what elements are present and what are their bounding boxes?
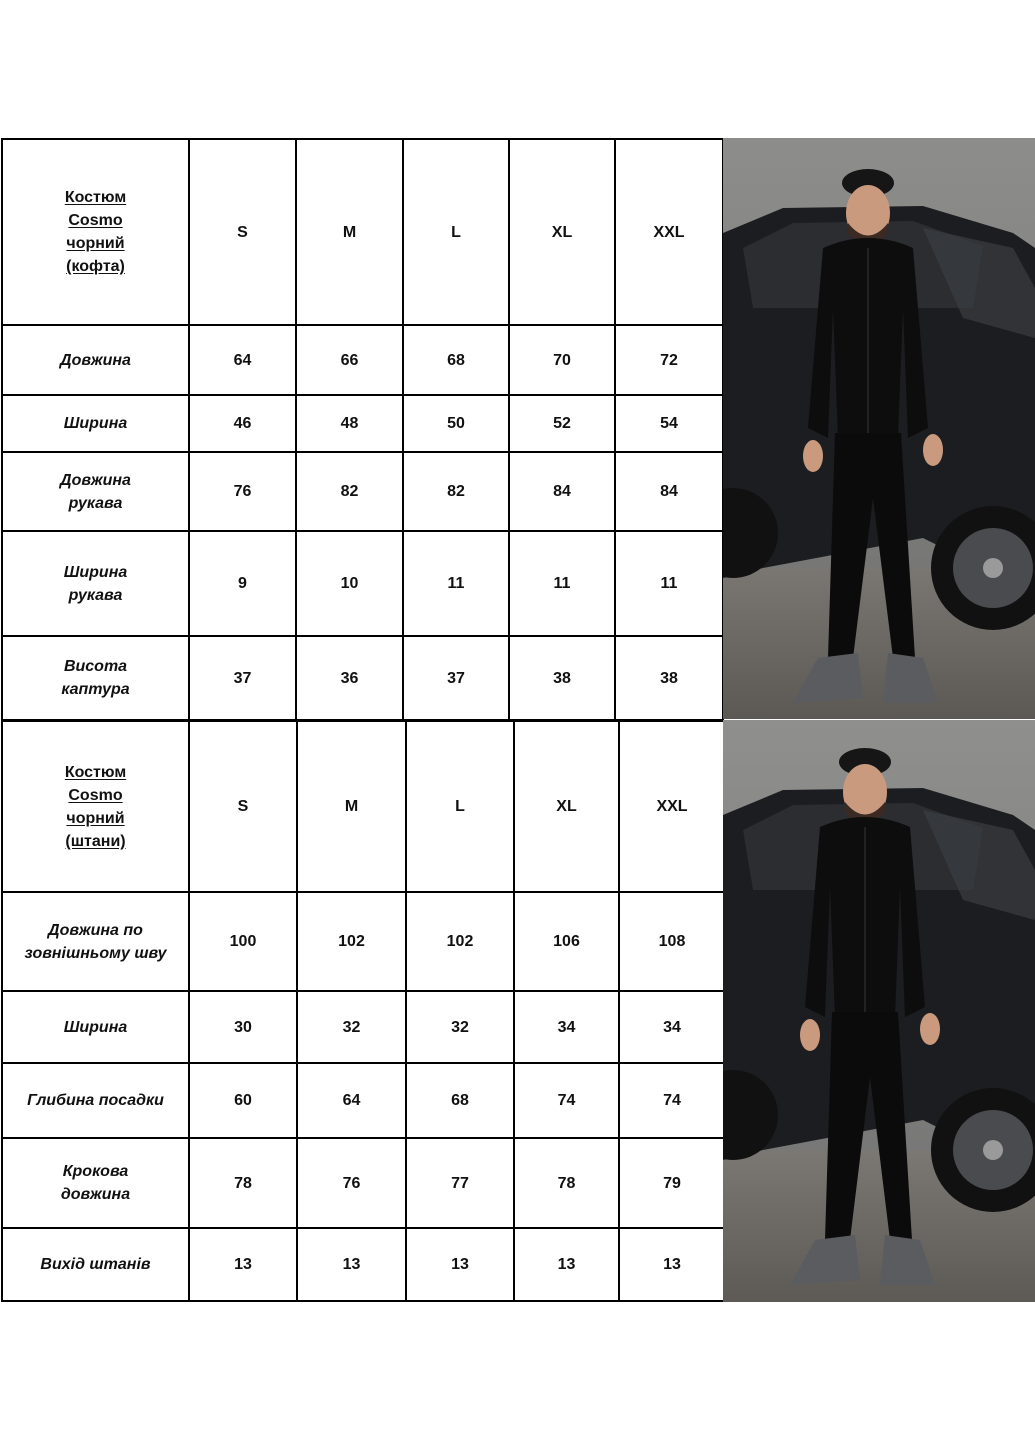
- cell-value: 60: [189, 1063, 297, 1138]
- model-photo-illustration: [723, 720, 1035, 1302]
- cell-value: 68: [403, 325, 509, 395]
- cell-value: 76: [189, 452, 296, 531]
- size-xxl-header: XXL: [619, 721, 725, 892]
- table-row: [2, 395, 723, 452]
- table-row: [2, 325, 723, 395]
- row-label: Довжина рукава: [2, 452, 189, 531]
- hoodie-size-table: [1, 138, 724, 721]
- cell-value: 82: [403, 452, 509, 531]
- row-label: Ширина: [2, 991, 189, 1063]
- cell-value: 32: [297, 991, 406, 1063]
- row-label: Крокова довжина: [2, 1138, 189, 1228]
- cell-value: 77: [406, 1138, 514, 1228]
- row-label: Довжина: [2, 325, 189, 395]
- table-row: [2, 1063, 725, 1138]
- cell-value: 102: [297, 892, 406, 991]
- cell-value: 11: [403, 531, 509, 636]
- table-row: [2, 991, 725, 1063]
- cell-value: 34: [514, 991, 619, 1063]
- cell-value: 68: [406, 1063, 514, 1138]
- cell-value: 13: [297, 1228, 406, 1301]
- size-m-header: M: [297, 721, 406, 892]
- cell-value: 32: [406, 991, 514, 1063]
- table-row: [2, 1228, 725, 1301]
- table-row: [2, 531, 723, 636]
- cell-value: 11: [509, 531, 615, 636]
- cell-value: 48: [296, 395, 403, 452]
- product-title-cell: Костюм Cosmo чорний (кофта): [2, 139, 189, 325]
- cell-value: 11: [615, 531, 723, 636]
- cell-value: 38: [509, 636, 615, 720]
- product-title-cell: Костюм Cosmo чорний (штани): [2, 721, 189, 892]
- cell-value: 37: [189, 636, 296, 720]
- row-label: Ширина: [2, 395, 189, 452]
- size-xl-header: XL: [509, 139, 615, 325]
- pants-size-table: [1, 720, 726, 1302]
- row-label: Глибина посадки: [2, 1063, 189, 1138]
- cell-value: 46: [189, 395, 296, 452]
- cell-value: 84: [615, 452, 723, 531]
- cell-value: 64: [297, 1063, 406, 1138]
- cell-value: 82: [296, 452, 403, 531]
- cell-value: 74: [619, 1063, 725, 1138]
- size-s-header: S: [189, 721, 297, 892]
- cell-value: 66: [296, 325, 403, 395]
- row-label: Довжина по зовнішньому шву: [2, 892, 189, 991]
- cell-value: 102: [406, 892, 514, 991]
- cell-value: 108: [619, 892, 725, 991]
- table-header-row: [2, 721, 725, 892]
- cell-value: 106: [514, 892, 619, 991]
- cell-value: 37: [403, 636, 509, 720]
- cell-value: 30: [189, 991, 297, 1063]
- size-xl-header: XL: [514, 721, 619, 892]
- cell-value: 13: [619, 1228, 725, 1301]
- model-photo-pants: [723, 720, 1035, 1302]
- cell-value: 78: [514, 1138, 619, 1228]
- table-row: [2, 892, 725, 991]
- cell-value: 13: [406, 1228, 514, 1301]
- cell-value: 74: [514, 1063, 619, 1138]
- size-m-header: M: [296, 139, 403, 325]
- cell-value: 13: [189, 1228, 297, 1301]
- cell-value: 72: [615, 325, 723, 395]
- cell-value: 34: [619, 991, 725, 1063]
- cell-value: 84: [509, 452, 615, 531]
- cell-value: 100: [189, 892, 297, 991]
- size-l-header: L: [406, 721, 514, 892]
- cell-value: 70: [509, 325, 615, 395]
- table-row: [2, 452, 723, 531]
- size-xxl-header: XXL: [615, 139, 723, 325]
- size-l-header: L: [403, 139, 509, 325]
- model-photo-hoodie: [723, 138, 1035, 719]
- cell-value: 78: [189, 1138, 297, 1228]
- cell-value: 50: [403, 395, 509, 452]
- cell-value: 10: [296, 531, 403, 636]
- cell-value: 38: [615, 636, 723, 720]
- table-row: [2, 636, 723, 720]
- row-label: Вихід штанів: [2, 1228, 189, 1301]
- table-row: [2, 1138, 725, 1228]
- model-photo-illustration: [723, 138, 1035, 719]
- cell-value: 76: [297, 1138, 406, 1228]
- table-header-row: [2, 139, 723, 325]
- cell-value: 79: [619, 1138, 725, 1228]
- cell-value: 9: [189, 531, 296, 636]
- row-label: Ширина рукава: [2, 531, 189, 636]
- cell-value: 13: [514, 1228, 619, 1301]
- cell-value: 64: [189, 325, 296, 395]
- row-label: Висота каптура: [2, 636, 189, 720]
- cell-value: 52: [509, 395, 615, 452]
- cell-value: 36: [296, 636, 403, 720]
- size-s-header: S: [189, 139, 296, 325]
- cell-value: 54: [615, 395, 723, 452]
